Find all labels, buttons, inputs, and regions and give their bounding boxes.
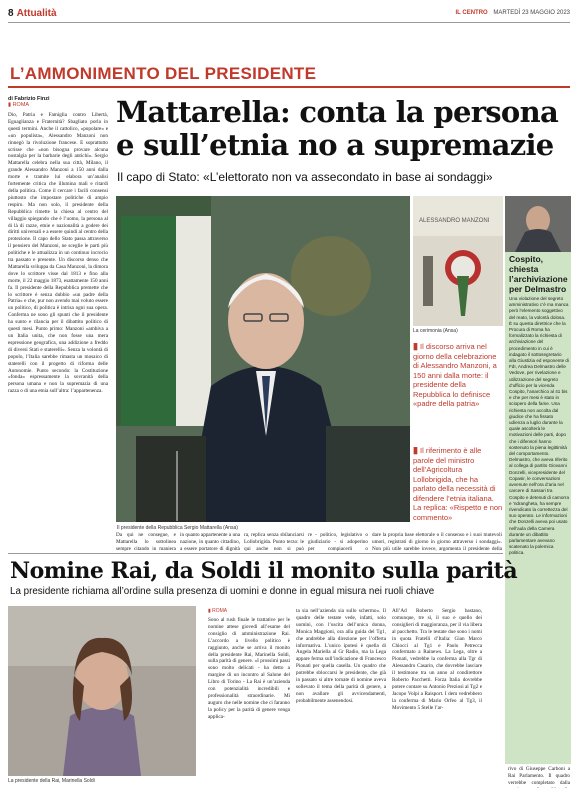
article-column-1: Dio, Patria e Famiglia contro Libertà, Eguaglianza e Fraternità? Sbagliato porla in questi termini. Anche il cattolico, «popolare» e «un populista», Alessandro Manzoni non rinnegò la rivoluzione francese. E soprattutto scrisse che «non bisogna provare alcuna nostalgia per la barbarie degli antichi». Sergio Mattarella celebra nella sua città, Milano, il grande Alessandro Manzoni a 150 anni dalla morte e tramite lui elabora un’analisi fortemente critica che illumina mali e ritardi della politica. Come il cercare i facili consensi piuttosto che impostare politiche di ampio respiro. Ma non solo, il presidente della Repubblica rimette la chiesa al centro del villaggio spiegando che è l’uomo, la persona al di là di razze, etnie e nazionalità a godere dei diritti universali e a essere quindi al centro della protezione. Il capo dello Stato passa attraverso il pensiero del Manzoni, ne sceglie le parti più politiche e le attualizza in un continuo incrocio tra passato e presente. Un discorso denso che Mattarella sviluppa da Casa Manzoni, la dimora dove lo scrittore visse dal 1813 e fino alla morte, il 22 maggio 1873, esattamente 150 anni fa. Il presidente della Repubblica premette che lo scrittore è senza dubbio «un padre della Patria» e che, pur non avendo mai voluto essere un politico, di politica è intrisa ogni sua opera. Conferma ne sono gli spunti che il presidente ha sunto e rilancia per il dibattito politico di questi mesi. Punto primo: Manzoni «ambiva a un Italia unita, che non fosse una mera espressione geografica, una addizione a freddo di diversi Stati e staterelli». Senza la volontà di popolo, l’Italia sarebbe rimasta un mosaico di staterelli con il progetto di riforma delle Autonomie. Punto secondo: la Costituzione «fonda» espressamente la sovranità della persona umana e non la supremazia di una razza o di una etnia sull’altra: l’appartenenza. xyxy=(8,112,108,395)
portrait-illustration xyxy=(116,196,410,522)
pull-quote-icon: ▮ xyxy=(413,341,418,351)
soldi-photo xyxy=(8,606,196,776)
article-column-2a: Da qui ne consegue, e Mattarella lo sottolinea sempre citando in maniera xyxy=(116,532,176,552)
pull-quote-2-text: Il riferimento è alle parole del ministro dell’Agricoltura Lollobrigida, che ha parlato della necessità di difendere l’etnia italiana. La replica: «Rispetto e non commento» xyxy=(413,446,503,522)
kicker-divider xyxy=(8,86,570,88)
article-column-2d: re - politico, legislativo o giudiziario - si adoperino per compiacerli o xyxy=(308,532,368,552)
mattarella-photo xyxy=(116,196,410,522)
main-headline xyxy=(116,96,571,162)
main-headline-line-1: Mattarella: conta la persona xyxy=(116,95,559,129)
cospito-photo xyxy=(505,196,571,252)
section-name[interactable]: Attualità xyxy=(16,7,57,19)
sidebar-title: Cospito, chiesta l’archiviazione per Delmastro xyxy=(509,254,568,294)
sidebar-body: Una violazione del segreto amministrativo c’è ma manca però l’elemento soggettivo del reato, la volontà dolosa. È su questa direttrice che la Procura di Roma ha formalizzato la richiesta di archiviazione del procedimento in cui è indagato il sottosegretario alla Giustizia ed esponente di FdI, Andrea Delmastro delle Vedove, per rivelazione e utilizzazione del segreto d’ufficio per la vicenda Cospito, l’anarchico al 41 bis e che per mesi è stato in sciopero della fame. Una richiesta non accolta dal giudice che ha fissato udienza a luglio durante la quale ascolterà le motivazioni delle parti, dopo che i difensori hanno sostenuto la piena legittimità del comportamento. Delmastro, che aveva riferito al collega di partito Giovanni Donzelli, vicepresidente del Copasir, le conversazioni avvenute nell’ora d’aria nel carcere di Sassari tra Cospito e detenuti di camorra e ’ndrangheta, ha sempre rivendicato la correttezza del suo operato. Le informazioni che Donzelli aveva poi usato nell’aula della Camera durante un dibattito parlamentare avevano scatenato la polemica politica. xyxy=(509,296,569,556)
main-photo-caption: Il presidente della Repubblica Sergio Mattarella (Ansa) xyxy=(117,525,238,531)
second-column-1: Sono al rush finale le trattative per le nomine attese giovedì all’esame del consiglio di amministrazione Rai. L’accordo a livello politico è raggiunto, anche se arriva il monito della presidente Rai, Marinella Soldi, sulla parità di genere. «I prossimi passi sono molto delicati - ha detto a margine di un incontro al Salone del Libro di Torino - La Rai è un’azienda con potenzialità incredibili e professionalità straordinarie. Mi auguro che nelle nomine che ci faranno la policy per la parità di genere venga applica- xyxy=(208,617,290,720)
soldi-illustration xyxy=(8,606,196,776)
second-article-divider xyxy=(8,553,503,554)
second-subheadline: La presidente richiama all’ordine sulla presenza di uomini e donne in egual misura nei ruoli chiave xyxy=(10,586,435,597)
page-header xyxy=(8,6,570,20)
article-column-2c: ra, replica senza sbilanciarsi Lollobrigida. Punto terzo: le qui anche non si può xyxy=(244,532,304,552)
main-subheadline: Il capo di Stato: «L’elettorato non va assecondato in base ai sondaggi» xyxy=(117,170,493,184)
second-dateline: ▮ ROMA xyxy=(208,608,228,614)
second-headline: Nomine Rai, da Soldi il monito sulla parità xyxy=(10,558,518,584)
ceremony-illustration xyxy=(413,196,503,326)
masthead-info xyxy=(456,10,571,16)
article-byline xyxy=(8,96,108,108)
header-divider xyxy=(8,22,570,23)
main-headline-line-2: e sull’etnia no a supremazie xyxy=(116,128,554,162)
issue-date: MARTEDÌ 23 MAGGIO 2023 xyxy=(493,10,570,16)
second-column-4: rivo di Giuseppe Carboni a Rai Parlamento. Il quadro verrebbe completato dalla xyxy=(508,766,570,786)
pull-quote-1-text: Il discorso arriva nel giorno della celebrazione di Alessandro Manzoni, a 150 anni dalla morte: il presidente della Repubblica lo definisce «padre della patria» xyxy=(413,342,497,408)
second-column-3: All’Ad Roberto Sergio bastano, comunque, tre sì, il suo e quello dei consiglieri di maggioranza, per il via libera al pacchetto. Tra le testate due sono i nomi in quota Fratelli d’Italia: Gian Marco Chiocci al Tg1 e Paolo Petrecca confermato a Rainews. La Lega, oltre a Pionati, vedrebbe la conferma alla Tgr di Alessandro Casarin, che dovrebbe lasciare il testimone tra un anno al condirettore Roberto Pacchetti. Forza Italia dovrebbe potere contare su Antonio Preziosi al Tg2 e Jacopo Volpi a Raisport. I dem vedrebbero la conferma di Mario Orfeo al Tg3, il Movimento 5 Stelle l’ar- xyxy=(392,608,482,711)
page-number: 8 xyxy=(8,7,14,19)
soldi-photo-caption: La presidente della Rai, Marinella Soldi xyxy=(8,778,95,784)
dateline-location: ▮ ROMA xyxy=(8,102,30,108)
ceremony-photo xyxy=(413,196,503,326)
section-kicker: L’AMMONIMENTO DEL PRESIDENTE xyxy=(10,64,317,83)
ceremony-photo-caption: La cerimonia (Ansa) xyxy=(413,328,458,334)
pull-quote-icon: ▮ xyxy=(413,445,418,455)
svg-text:ALESSANDRO MANZONI: ALESSANDRO MANZONI xyxy=(419,218,490,224)
second-column-2: ta sia nell’azienda sia sullo schermo». Il quadro delle testate vede, infatti, solo uomini, con l’uscita dell’unica donna, Monica Maggioni, ora alla guida del Tg1, che andrebbe alla direzione per l’offerta informativa. L’unico ipotesi è quella di Angela Mariella al Gr Radio, ma la Lega appare ferma sull’indicazione di Francesco Pionati per quella casella. Un quadro che potrebbe sbloccarsi le presidente, che già in passato si altre tornate di nomine aveva sollevato il tema della parità di genere, a non avallare gli avvicendamenti, probabilmente assenendosi. xyxy=(296,608,386,704)
pull-quote-2 xyxy=(413,446,503,522)
newspaper-name: IL CENTRO xyxy=(455,10,488,16)
article-column-2b: in quanto appartenente a una nazione, in quanto cittadino, a essere portatore di dignità xyxy=(180,532,240,552)
pull-quote-1 xyxy=(413,342,503,409)
author-name: di Fabrizio Finzi xyxy=(8,96,50,102)
article-column-2e: dare la propria base elettorale o il consenso e i suoi mutevoli umori, registrati di giorno in giorno attraverso i sondaggi». Non più utile sarebbe invece, argomenta il presidente della xyxy=(372,532,502,552)
